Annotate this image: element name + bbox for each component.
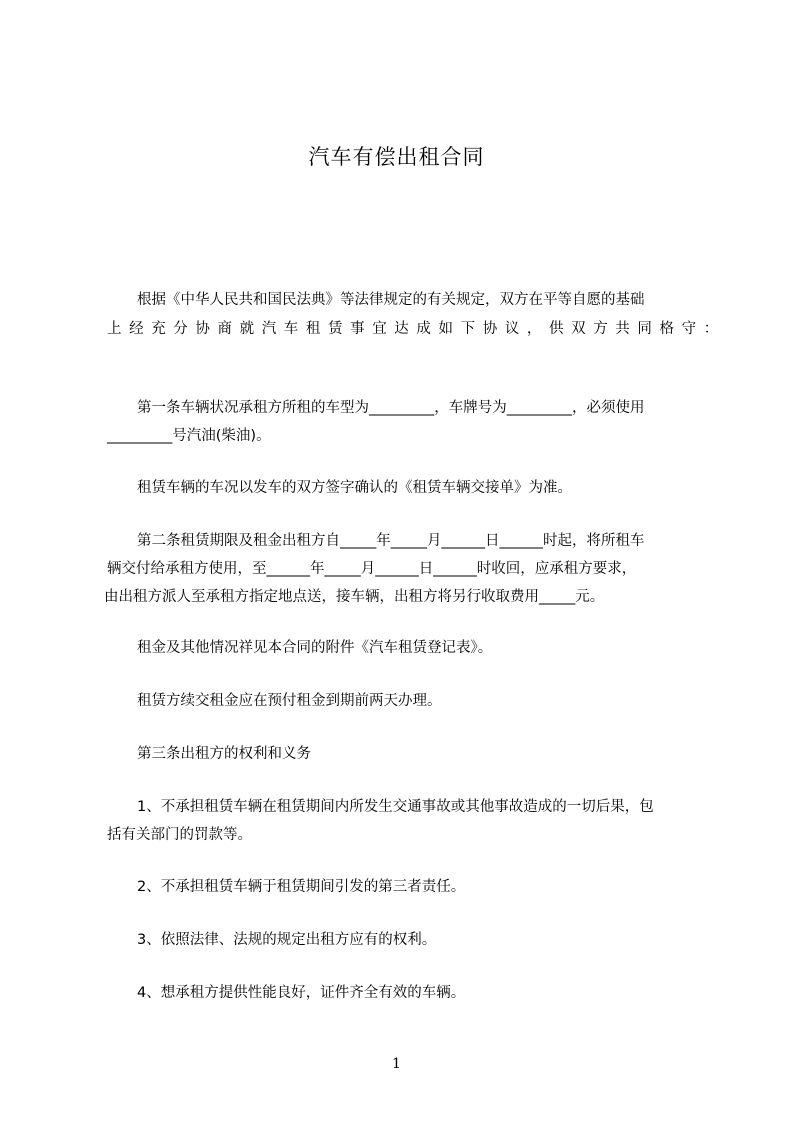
article-2-line-3: 由出租方派人至承租方指定地点送，接车辆，出租方将另行收取费用_____元。 (104, 589, 605, 605)
rent-renewal-paragraph: 租赁方续交租金应在预付租金到期前两天办理。 (137, 693, 442, 709)
article-1-line-2: _________号汽油(柴油)。 (107, 428, 271, 444)
rent-details-paragraph: 租金及其他情况祥见本合同的附件《汽车租赁登记表》。 (137, 640, 493, 656)
preamble-line-2: 上经充分协商就汽车租赁事宜达成如下协议，供双方共同格守： (107, 321, 726, 337)
obligation-2: 2、不承担租赁车辆于租赁期间引发的第三者责任。 (137, 879, 466, 895)
obligation-1-line-1: 1、不承担租赁车辆在租赁期间内所发生交通事故或其他事故造成的一切后果，包 (137, 799, 654, 815)
obligation-4: 4、想承租方提供性能良好，证件齐全有效的车辆。 (137, 985, 466, 1001)
article-2-line-1: 第二条租赁期限及租金出租方自_____年_____月______日______时起，将所租车 (137, 533, 645, 549)
article-2-line-2: 辆交付给承租方使用，至______年_____月______日______时收回，应承租方要求， (107, 561, 637, 577)
article-3-heading: 第三条出租方的权利和义务 (137, 746, 311, 762)
preamble-line-1: 根据《中华人民共和国民法典》等法律规定的有关规定，双方在平等自愿的基础 (137, 292, 645, 308)
obligation-3: 3、依照法律、法规的规定出租方应有的权利。 (137, 932, 437, 948)
vehicle-condition-paragraph: 租赁车辆的车况以发车的双方签字确认的《租赁车辆交接单》为准。 (137, 480, 572, 496)
obligation-1-line-2: 括有关部门的罚款等。 (107, 827, 252, 843)
page-number: 1 (392, 1056, 401, 1072)
article-1-line-1: 第一条车辆状况承租方所租的车型为_________，车牌号为_________，必须使用 (137, 400, 645, 416)
contract-title: 汽车有偿出租合同 (308, 145, 485, 169)
